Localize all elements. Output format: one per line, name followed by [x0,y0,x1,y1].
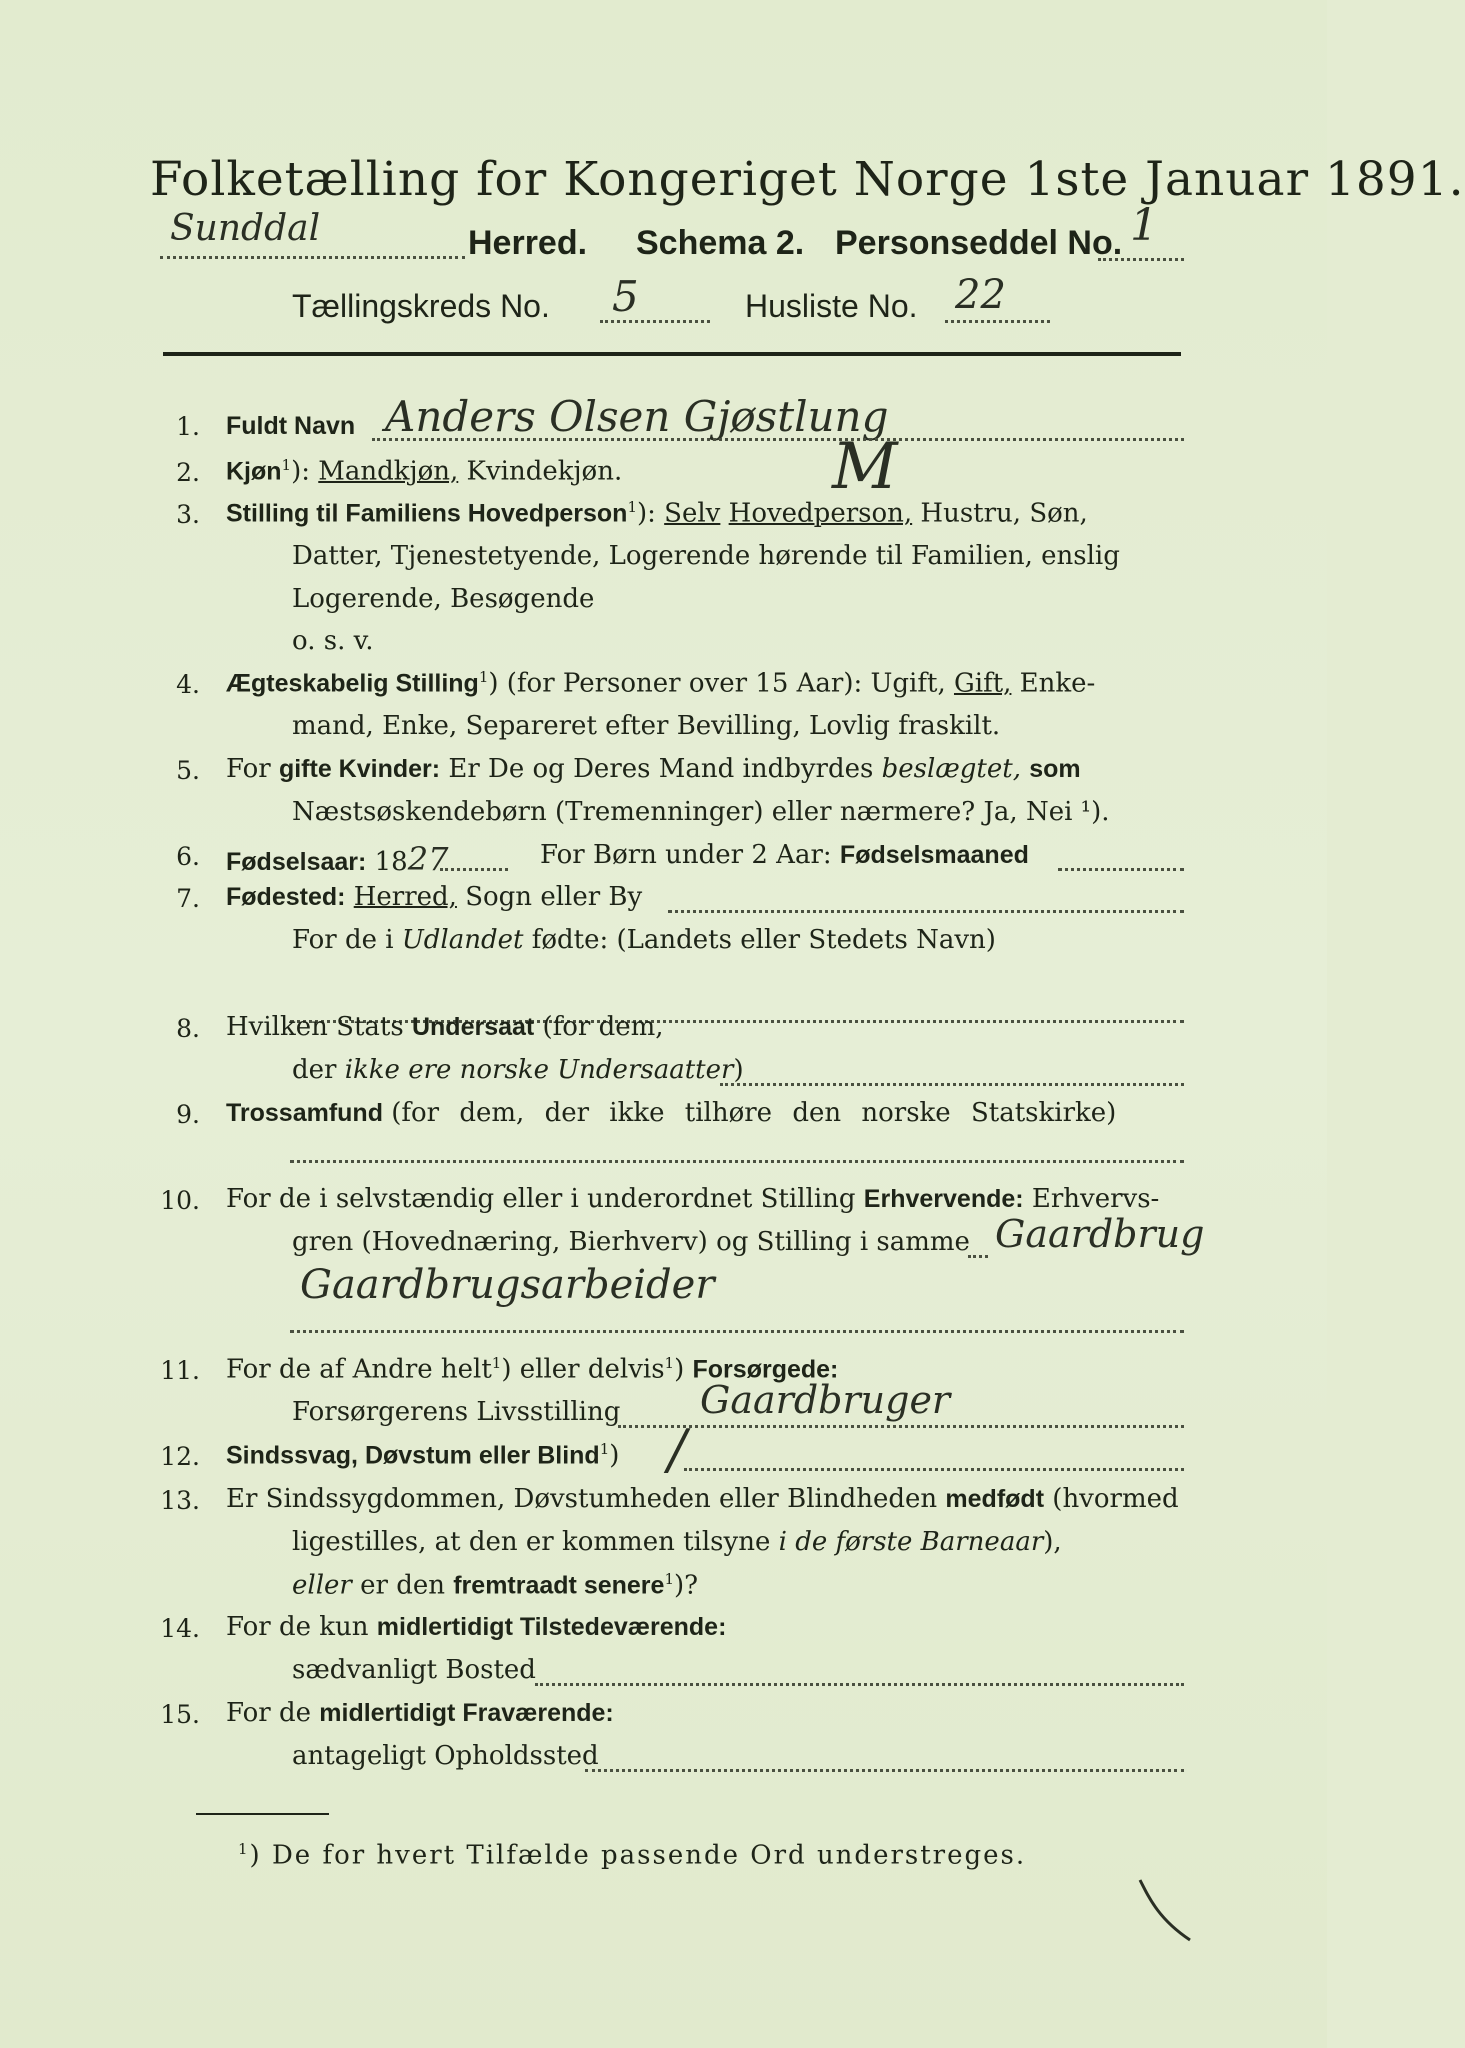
q3-row [226,498,1088,529]
q14-text: For de kun [226,1612,369,1642]
q3-label: Stilling til Familiens Hovedperson [226,499,628,528]
q11-handwriting: Gaardbruger [700,1378,951,1422]
q6-row-b [540,840,1029,870]
q12-label: Sindssvag, Døvstum eller Blind [226,1441,600,1470]
q4-line2: mand, Enke, Separeret efter Bevilling, Lovlig fraskilt. [292,711,1001,741]
q6-number: 6. [176,842,200,871]
q10-dotted-line [968,1255,988,1258]
q8-number: 8. [176,1014,200,1043]
q10-text: For de i selvstændig eller i underordnet Stilling [226,1184,856,1214]
q2-sup: 1 [281,456,292,474]
q1-dotted-line [372,438,1184,441]
q8-text: (for dem, [542,1012,664,1042]
footnote-text: ) De for hvert Tilfælde passende Ord understreges. [249,1840,1027,1871]
q8-pre: Hvilken Stats [226,1012,404,1042]
q14-number: 14. [160,1614,200,1643]
q13-text: Er Sindssygdommen, Døvstumheden eller Blindheden [226,1484,938,1514]
q10-row [226,1184,1159,1214]
herred-handwriting: Sunddal [170,208,321,249]
personseddel-handwriting: 1 [1130,200,1158,251]
footnote-sup: 1 [238,1840,250,1858]
q2-option-mandkjon: Mandkjøn, [318,456,459,487]
form-title: Folketælling for Kongeriget Norge 1ste Januar 1891. [150,152,1465,207]
q15-label: midlertidigt Fraværende: [319,1699,614,1727]
q1-number: 1. [176,412,200,441]
q13-line3: eller er den fremtraadt senere$^1$)? [292,1570,699,1601]
q5-pre: For [226,754,271,784]
husliste-handwriting: 22 [955,272,1006,318]
q13-line2-italic: i de første Barneaar [778,1527,1044,1557]
herred-label: Herred. [468,224,588,262]
q3-sup: 1 [627,498,637,516]
q8-label: Undersaat [411,1013,535,1041]
q11-row: For de af Andre helt$^1$) eller delvis$^1$) Forsørgede: [226,1354,839,1385]
q2-handwriting: M [832,430,898,504]
q9-label: Trossamfund [226,1099,383,1127]
q12-handwriting: / [668,1418,687,1481]
q7-line2b: fødte: (Landets eller Stedets Navn) [531,925,996,955]
q13-label2: fremtraadt senere [453,1571,665,1600]
q10-handwriting-1: Gaardbrug [995,1212,1205,1256]
q7-number: 7. [176,884,200,913]
q5-beslaegtet: beslægtet, [881,754,1021,784]
q11-line2: Forsørgerens Livsstilling [292,1397,621,1427]
q15-number: 15. [160,1700,200,1729]
q6-pre: 18 [374,847,408,877]
q4-label: Ægteskabelig Stilling [226,669,479,698]
q8-line2a: der [292,1055,337,1085]
q11-number: 11. [160,1356,200,1385]
q14-label: midlertidigt Tilstedeværende: [376,1613,727,1641]
q12-sup: 1 [599,1440,610,1458]
q10-number: 10. [160,1186,200,1215]
q7-dotted-line [668,910,1184,913]
husliste-dotted-line [945,320,1050,323]
q14-row [226,1612,726,1642]
q3-number: 3. [176,500,200,529]
q13-number: 13. [160,1486,200,1515]
q3-line2: Datter, Tjenestetyende, Logerende hørende til Familien, enslig [292,541,1120,571]
q5-number: 5. [176,756,200,785]
pen-mark [1130,1870,1210,1950]
q6-text: For Børn under 2 Aar: [540,840,832,870]
q6-handwriting: 27 [407,840,449,878]
q11-dotted-line [618,1425,1184,1428]
q7-option-herred: Herred, [353,882,457,912]
q9-text: (for dem, der ikke tilhøre den norske Statskirke) [391,1098,1117,1128]
q3-line4: o. s. v. [292,626,374,656]
personseddel-label: Personseddel No. [835,224,1123,262]
header-rule [163,352,1181,356]
q5-text: Er De og Deres Mand indbyrdes [448,754,874,784]
q3-colon: ): [637,498,656,529]
q13-text2: (hvormed [1052,1484,1179,1514]
q2-colon: ): [291,456,310,487]
q12-number: 12. [160,1442,200,1471]
q1-handwriting: Anders Olsen Gjøstlung [385,392,889,441]
q11-sup2: 1 [664,1354,675,1372]
husliste-label: Husliste No. [745,288,918,324]
q9-row [226,1098,1116,1128]
herred-dotted-line [160,256,465,259]
q13-label: medfødt [945,1485,1045,1513]
footnote-rule [196,1813,329,1815]
q5-line2: Næstsøskendebørn (Tremenninger) eller nærmere? Ja, Nei ¹). [292,797,1110,827]
q6-month-dotted-line [1058,868,1184,871]
q3-line3: Logerende, Besøgende [292,584,595,614]
q8-line2-italic: ikke ere norske Undersaatter [344,1055,734,1085]
q13-line3-italic: eller [292,1570,352,1601]
q2-row [226,456,622,487]
q2-label: Kjøn [226,457,282,486]
q8-line2: der ikke ere norske Undersaatter) [292,1055,744,1085]
q15-line2: antageligt Opholdssted [292,1741,599,1771]
q2-number: 2. [176,458,200,487]
q5-som: som [1029,755,1081,783]
q9-dotted-line [290,1160,1184,1163]
q6-label: Fødselsaar: [226,848,367,876]
kreds-handwriting: 5 [612,272,639,321]
q3-option-hovedperson: Hovedperson, [728,498,913,529]
q10-text2: Erhvervs- [1031,1184,1160,1214]
q10-handwriting-2: Gaardbrugsarbeider [300,1262,715,1308]
q10-dotted-line-2 [290,1330,1184,1333]
q11-label: Forsørgede: [692,1355,839,1384]
q4-text2: Enke- [1019,668,1096,699]
q7-line2a: For de i [292,925,394,955]
q4-sup: 1 [478,668,489,686]
q1-label: Fuldt Navn [226,412,356,440]
personseddel-dotted-line [1098,258,1184,261]
q14-line2: sædvanligt Bosted [292,1655,536,1685]
q6-label2: Fødselsmaaned [839,841,1029,869]
q7-udlandet: Udlandet [401,925,524,955]
q9-number: 9. [176,1100,200,1129]
q15-row [226,1698,614,1728]
q13-line2a: ligestilles, at den er kommen tilsyne [292,1527,771,1557]
q8-dotted-line [720,1083,1184,1086]
q6-year-dotted-line [440,868,508,871]
q13-line2: ligestilles, at den er kommen tilsyne i de første Barneaar), [292,1527,1062,1557]
q7-text: Sogn eller By [465,882,643,912]
q10-label: Erhvervende: [863,1185,1024,1213]
q13-row [226,1484,1179,1514]
q4-row [226,668,1095,699]
q7-row [226,882,642,912]
q10-line2: gren (Hovednæring, Bierhverv) og Stilling i samme [292,1227,970,1257]
kreds-label: Tællingskreds No. [292,288,550,324]
q7-label: Fødested: [226,883,346,911]
q12-dotted-line [684,1468,1184,1471]
q4-number: 4. [176,670,200,699]
q11-text: For de af Andre helt [226,1354,492,1385]
q15-dotted-line [585,1769,1184,1772]
q15-text: For de [226,1698,311,1728]
q2-option-kvindekjon: Kvindekjøn. [466,456,623,487]
q8-row [226,1012,664,1042]
q13-line3a: er den [360,1570,445,1601]
q7-line2 [292,925,996,955]
q5-label: gifte Kvinder: [278,755,441,783]
q11-sup: 1 [491,1354,502,1372]
q5-row [226,754,1081,784]
q3-rest: Hustru, Søn, [920,498,1088,529]
q4-option-gift: Gift, [953,668,1012,699]
footnote [238,1840,1026,1871]
q6-row [226,840,448,878]
kreds-dotted-line [600,320,710,323]
q14-dotted-line [535,1683,1184,1686]
q4-text1: ) (for Personer over 15 Aar): Ugift, [488,668,946,699]
q3-option-selv: Selv [664,498,721,529]
q12-row: Sindssvag, Døvstum eller Blind$^1$) [226,1440,620,1471]
schema-label: Schema 2. [636,224,805,262]
q11-text2: ) eller delvis [501,1354,665,1385]
